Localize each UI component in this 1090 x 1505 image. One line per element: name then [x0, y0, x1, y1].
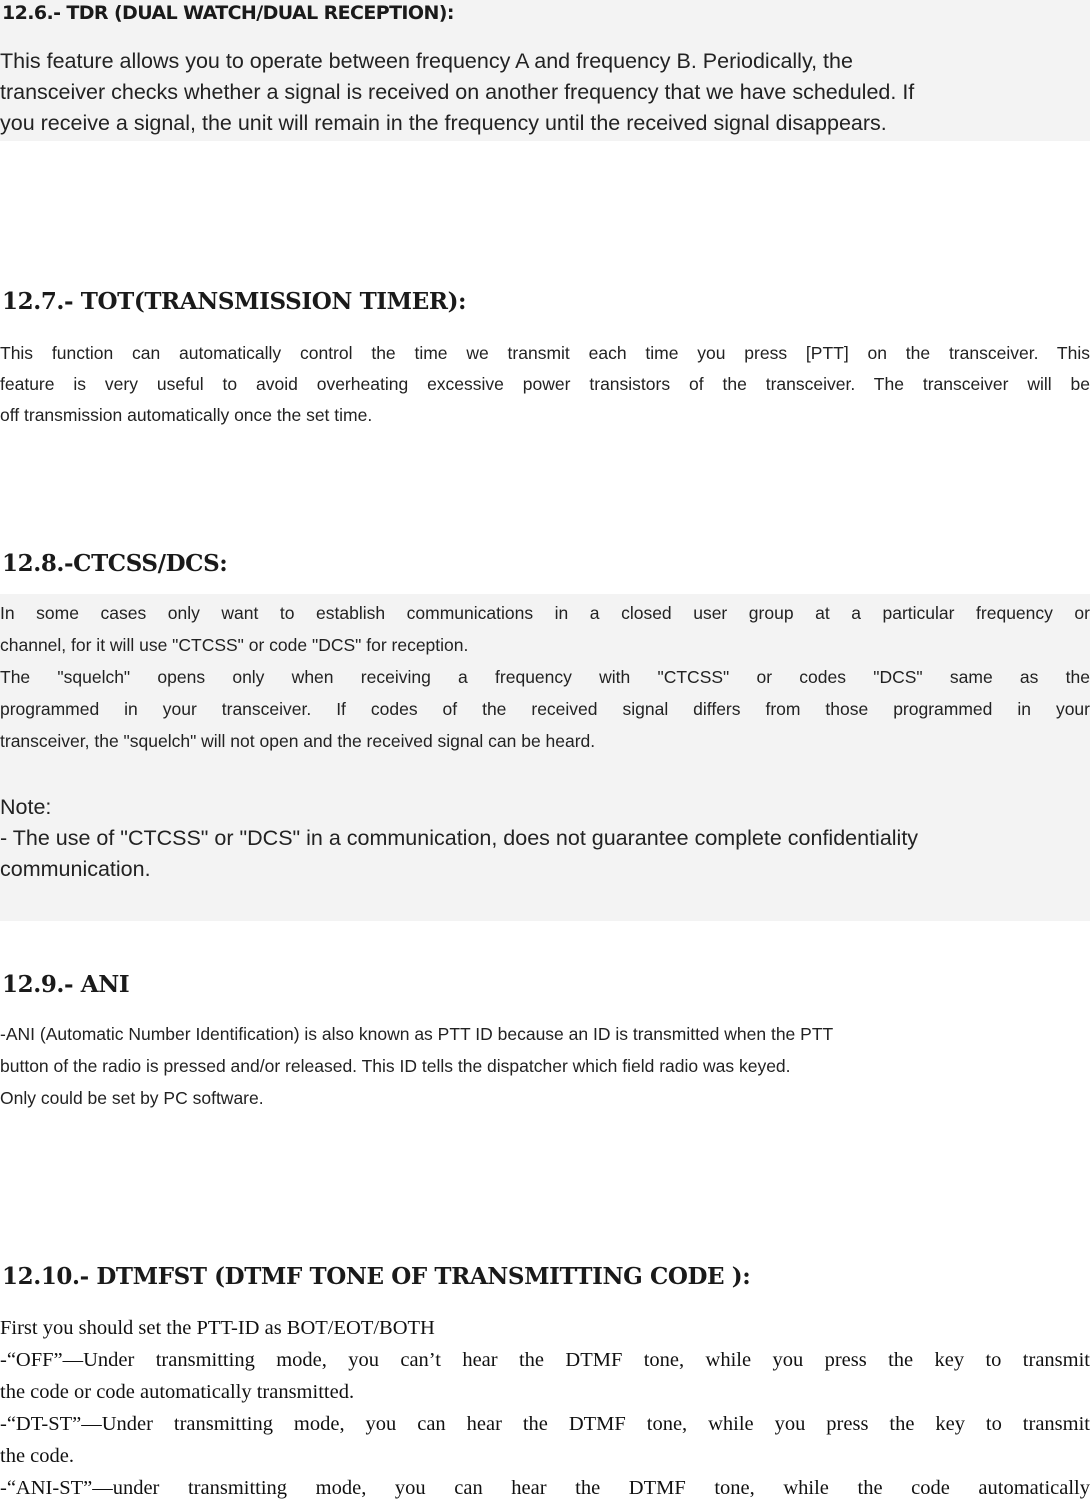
note-line: communication. — [0, 857, 151, 881]
tdr-line: you receive a signal, the unit will remain in the frequency until the received signal disappears. — [0, 111, 887, 135]
ani-line: -ANI (Automatic Number Identification) is also known as PTT ID because an ID is transmitted when the PTT — [0, 1024, 834, 1044]
ctcss-line: channel, for it will use "CTCSS" or code "DCS" for reception. — [0, 635, 469, 655]
ctcss-line: programmed in your transceiver. If codes of the received signal differs from those programmed in your — [0, 699, 1090, 719]
dtmfst-line: the code. — [0, 1445, 74, 1467]
dtmfst-line: First you should set the PTT-ID as BOT/EOT/BOTH — [0, 1317, 435, 1339]
ctcss-line: The "squelch" opens only when receiving a frequency with "CTCSS" or codes "DCS" same as the — [0, 667, 1090, 687]
ani-line: button of the radio is pressed and/or released. This ID tells the dispatcher which field radio was keyed. — [0, 1056, 791, 1076]
ani-line: Only could be set by PC software. — [0, 1088, 264, 1108]
tdr-line: This feature allows you to operate between frequency A and frequency B. Periodically, the — [0, 49, 853, 73]
note-label: Note: — [0, 795, 52, 819]
ctcss-paragraph — [0, 597, 1090, 757]
tot-line: This function can automatically control the time we transmit each time you press [PTT] on the transceiver. This — [0, 343, 1090, 363]
dtmfst-line: -“DT-ST”—Under transmitting mode, you can hear the DTMF tone, while you press the key to transmit — [0, 1413, 1090, 1435]
tdr-line: transceiver checks whether a signal is received on another frequency that we have scheduled. If — [0, 80, 915, 104]
dtmfst-line: the code or code automatically transmitted. — [0, 1381, 355, 1403]
ctcss-note — [0, 792, 1090, 885]
ani-paragraph — [0, 1018, 1090, 1114]
dtmfst-line: -“OFF”—Under transmitting mode, you can’t hear the DTMF tone, while you press the key to transmit — [0, 1349, 1090, 1371]
note-line: - The use of "CTCSS" or "DCS" in a communication, does not guarantee complete confidentiality — [0, 826, 919, 850]
dtmfst-line: -“ANI-ST”—under transmitting mode, you can hear the DTMF tone, while the code automatically — [0, 1477, 1090, 1499]
dtmfst-paragraph — [0, 1312, 1090, 1504]
tot-heading: 12.7.- TOT(TRANSMISSION TIMER): — [2, 288, 467, 315]
ani-heading: 12.9.- ANI — [2, 971, 130, 998]
tdr-heading: 12.6.- TDR (DUAL WATCH/DUAL RECEPTION): — [2, 2, 454, 24]
dtmfst-heading: 12.10.- DTMFST (DTMF TONE OF TRANSMITTING CODE ): — [2, 1263, 751, 1290]
ctcss-line: In some cases only want to establish communications in a closed user group at a particular frequency or — [0, 603, 1090, 623]
ctcss-line: transceiver, the "squelch" will not open and the received signal can be heard. — [0, 731, 596, 751]
tot-line: feature is very useful to avoid overheating excessive power transistors of the transceiver. The transceiver will be — [0, 374, 1090, 394]
tot-line: off transmission automatically once the set time. — [0, 405, 373, 425]
tot-paragraph — [0, 338, 1090, 431]
tdr-paragraph — [0, 46, 1090, 139]
ctcss-heading: 12.8.-CTCSS/DCS: — [2, 550, 228, 577]
